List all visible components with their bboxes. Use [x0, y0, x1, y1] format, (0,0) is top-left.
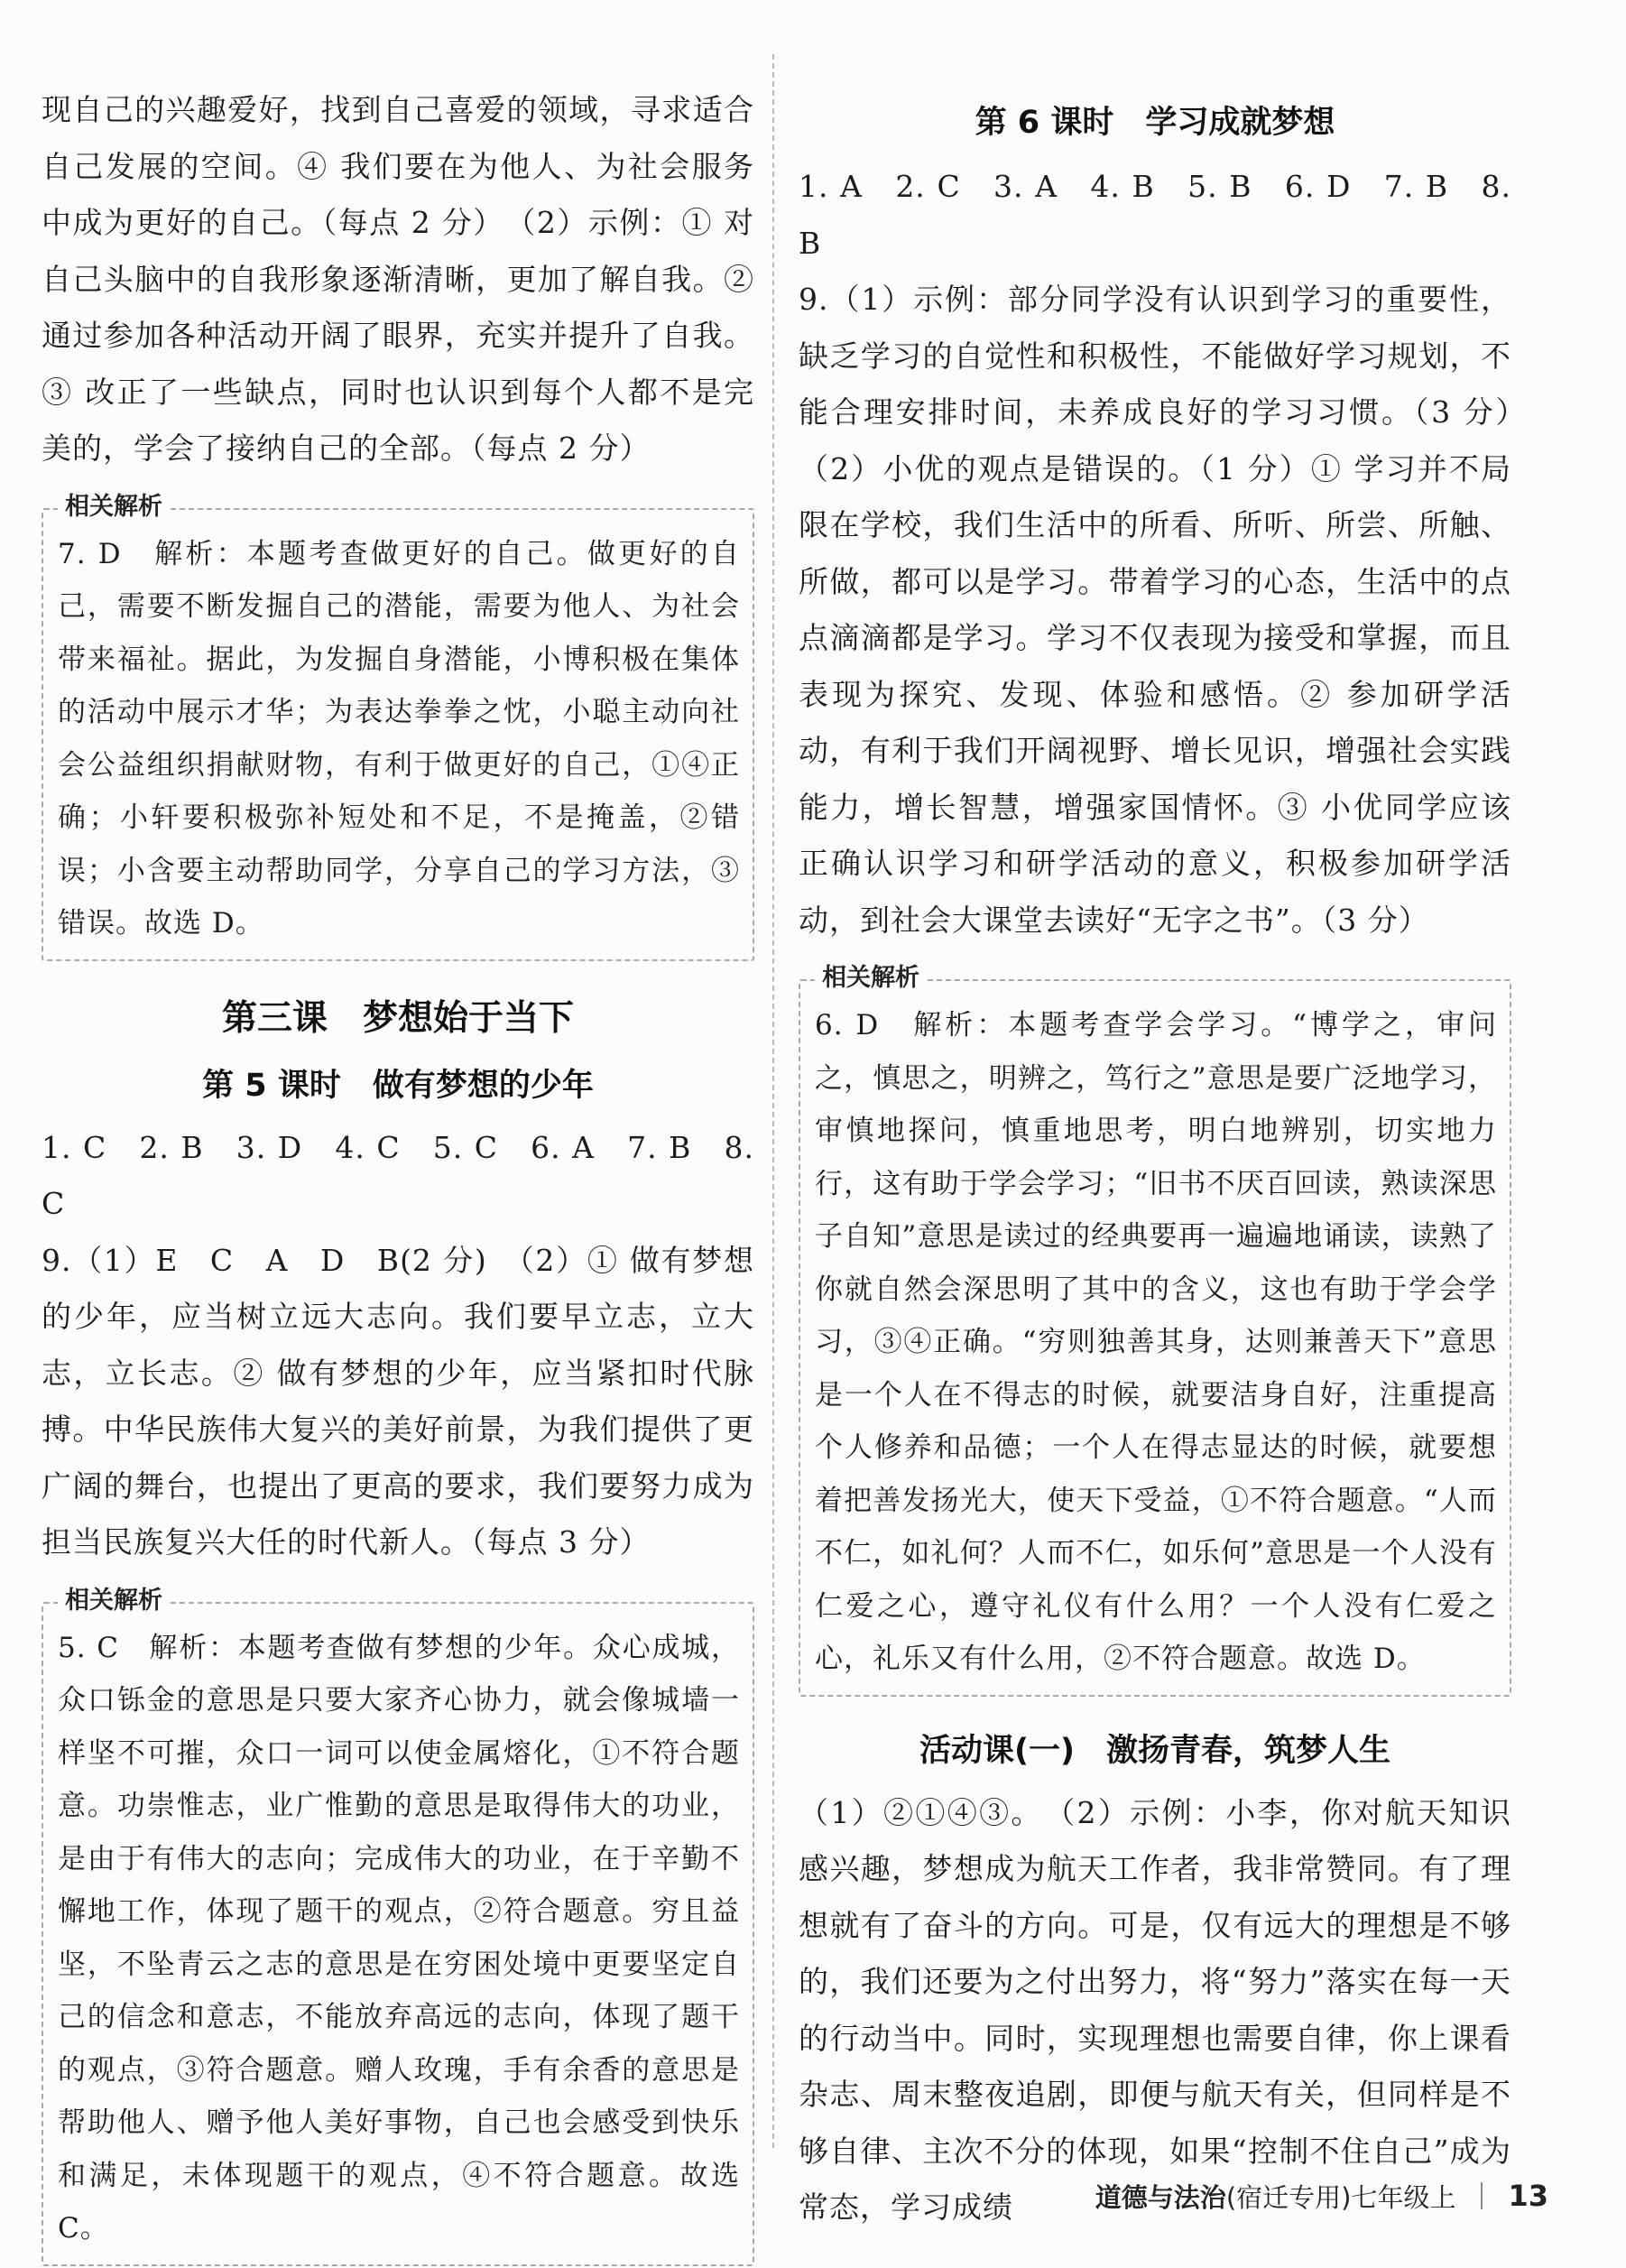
analysis-box-3: [799, 964, 1511, 1697]
intro-paragraph: 现自己的兴趣爱好，找到自己喜爱的领域，寻求适合自己发展的空间。④ 我们要在为他人、为社会服务中成为更好的自己。（每点 2 分） （2）示例：① 对自己头脑中的自我形象逐渐清晰，更加了解自我。② 通过参加各种活动开阔了眼界，充实并提升了自我。③ 改正了一些缺点，同时也认识到每个人都不是完美的，学会了接纳自己的全部。（每点 2 分）: [42, 92, 754, 466]
analysis-text: 6. D 解析：本题考查学会学习。“博学之，审问之，慎思之，明辨之，笃行之”意思是要广泛地学习，审慎地探问，慎重地思考，明白地辨别，切实地力行，这有助于学会学习；“旧书不厌百回读，熟读深思子自知”意思是读过的经典要再一遍遍地诵读，读熟了你就自然会深思明了其中的含义，这也有助于学会学习，③④正确。“穷则独善其身，达则兼善天下”意思是一个人在不得志的时候，就要洁身自好，注重提高个人修养和品德；一个人在得志显达的时候，就要想着把善发扬光大，使天下受益，①不符合题意。“人而不仁，如礼何？人而不仁，如乐何”意思是一个人没有仁爱之心，遵守礼仪有什么用？一个人没有仁爱之心，礼乐又有什么用，②不符合题意。故选 D。: [815, 1009, 1497, 1675]
footer-separator: [1481, 2182, 1483, 2209]
section-title: 第 6 课时 学习成就梦想: [975, 105, 1335, 141]
analysis-text: 7. D 解析：本题考查做更好的自己。做更好的自己，需要不断发掘自己的潜能，需要为他人、为社会带来福祉。据此，为发掘自身潜能，小博积极在集体的活动中展示才华；为表达拳拳之忱，小聪主动向社会公益组织捐献财物，有利于做更好的自己，①④正确；小轩要积极弥补短处和不足，不是掩盖，②错误；小含要主动帮助同学，分享自己的学习方法，③错误。故选 D。: [58, 537, 740, 940]
column-divider: [772, 54, 774, 2148]
analysis-text: 5. C 解析：本题考查做有梦想的少年。众心成城，众口铄金的意思是只要大家齐心协力，就会像城墙一样坚不可摧，众口一词可以使金属熔化，①不符合题意。功崇惟志，业广惟勤的意思是取得伟大的功业，是由于有伟大的志向；完成伟大的功业，在于辛勤不懈地工作，体现了题干的观点，②符合题意。穷且益坚，不坠青云之志的意思是在穷困处境中更要坚定自己的信念和意志，不能放弃高远的志向，体现了题干的观点，③符合题意。赠人玫瑰，手有余香的意思是帮助他人、赠予他人美好事物，自己也会感受到快乐和满足，未体现题干的观点，④不符合题意。故选 C。: [58, 1631, 740, 2245]
answer-list: 1. A 2. C 3. A 4. B 5. B 6. D 7. B 8. B: [799, 169, 1511, 261]
analysis-tag: 相关解析: [58, 492, 170, 523]
answer-list: 1. C 2. B 3. D 4. C 5. C 6. A 7. B 8. C: [42, 1129, 754, 1221]
page-number: 13: [1508, 2179, 1548, 2213]
analysis-tag: 相关解析: [815, 963, 927, 994]
question-9-answer: 9.（1）E C A D B(2 分) （2）① 做有梦想的少年，应当树立远大志向。我们要早立志，立大志，立长志。② 做有梦想的少年，应当紧扣时代脉搏。中华民族伟大复兴的美好前景，为我们提供了更广阔的舞台，也提出了更高的要求，我们要努力成为担当民族复兴大任的时代新人。（每点 3 分）: [42, 1242, 754, 1560]
analysis-tag: 相关解析: [58, 1586, 170, 1616]
activity-answer: （1）②①④③。 （2）示例：小李，你对航天知识感兴趣，梦想成为航天工作者，我非常赞同。有了理想就有了奋斗的方向。可是，仅有远大的理想是不够的，我们还要为之付出努力，将“努力”落实在每一天的行动当中。同时，实现理想也需要自律，你上课看杂志、周末整夜追剧，即便与航天有关，但同样是不够自律、主次不分的体现，如果“控制不住自己”成为常态，学习成绩: [799, 1794, 1511, 2225]
footer-subject: 道德与法治: [1095, 2181, 1226, 2213]
lesson-title: 第三课 梦想始于当下: [221, 997, 574, 1039]
left-column: [42, 0, 754, 2266]
page-footer: [1095, 2173, 1548, 2218]
footer-grade: 七年级上: [1351, 2181, 1456, 2213]
footer-edition: (宿迁专用): [1225, 2181, 1352, 2213]
question-9-answer: 9.（1）示例：部分同学没有认识到学习的重要性，缺乏学习的自觉性和积极性，不能做好学习规划，不能合理安排时间，未养成良好的学习习惯。（3 分） （2）小优的观点是错误的。（1 分）① 学习并不局限在学校，我们生活中的所看、所听、所尝、所触、所做，都可以是学习。带着学习的心态，生活中的点点滴滴都是学习。学习不仅表现为接受和掌握，而且表现为探究、发现、体验和感悟。② 参加研学活动，有利于我们开阔视野、增长见识，增强社会实践能力，增长智慧，增强家国情怀。③ 小优同学应该正确认识学习和研学活动的意义，积极参加研学活动，到社会大课堂去读好“无字之书”。（3 分）: [799, 282, 1542, 938]
analysis-box-1: [42, 492, 754, 961]
activity-title: 活动课(一) 激扬青春，筑梦人生: [919, 1732, 1390, 1769]
analysis-box-2: [42, 1586, 754, 2266]
section-title: 第 5 课时 做有梦想的少年: [202, 1067, 594, 1104]
